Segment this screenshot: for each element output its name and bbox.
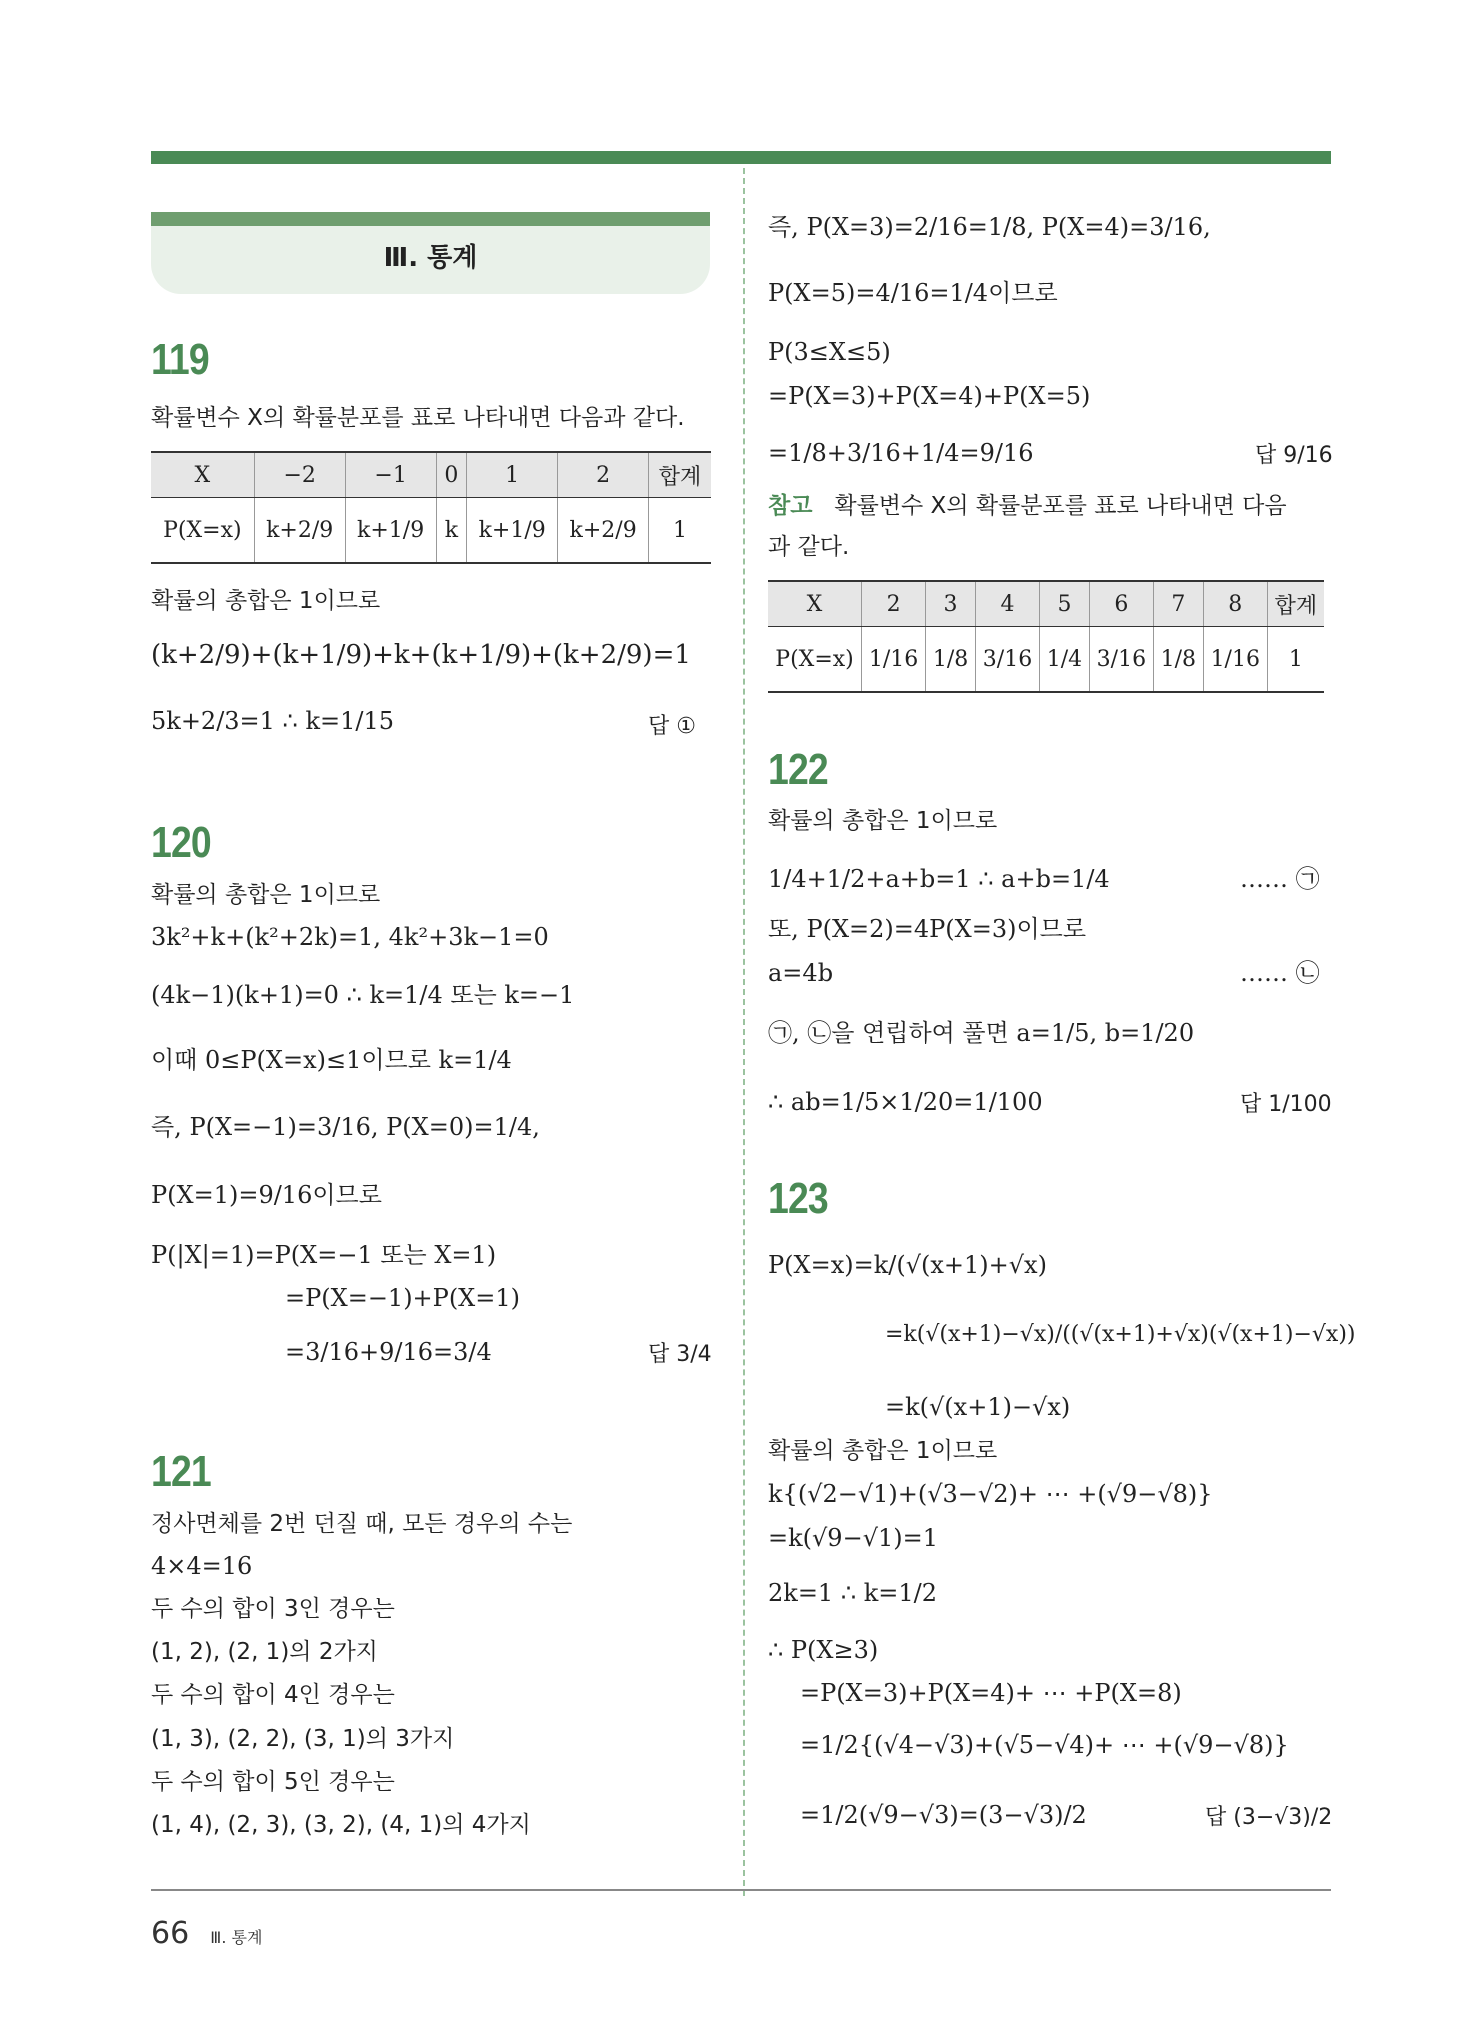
table-header-cell: 4 [975,581,1039,627]
problem-number-122: 122 [768,745,828,794]
table-header-cell: 3 [926,581,976,627]
note-label: 참고 [768,493,813,519]
p121-line: (1, 2), (2, 1)의 2가지 [151,1639,378,1665]
p123-line7: 2k=1 ∴ k=1/2 [768,1579,937,1607]
p120-answer: 답 3/4 [648,1342,712,1367]
page-number: 66 [151,1916,190,1951]
p119-line1: 확률의 총합은 1이므로 [151,588,381,614]
table-cell: k+1/9 [467,498,558,564]
p119-answer: 답 ① [648,714,696,739]
p121-answer: 답 9/16 [1255,443,1333,468]
p122-line6: ∴ ab=1/5×1/20=1/100 [768,1088,1043,1116]
p119-line2: (k+2/9)+(k+1/9)+k+(k+1/9)+(k+2/9)=1 [151,640,691,670]
table-cell: 1/4 [1040,627,1090,693]
table-header-cell: 합계 [1267,581,1324,627]
note-text: 확률변수 X의 확률분포를 표로 나타내면 다음 [834,493,1287,519]
p122-answer: 답 1/100 [1240,1092,1332,1117]
p121-cont5: =1/8+3/16+1/4=9/16 [768,439,1034,467]
p120-line8: =P(X=−1)+P(X=1) [285,1284,521,1312]
table-header-cell: 5 [1040,581,1090,627]
table-header-cell: −2 [254,452,345,498]
p123-line3: =k(√(x+1)−√x) [885,1393,1071,1421]
p123-line8: ∴ P(X≥3) [768,1636,879,1664]
footer-chapter: Ⅲ. 통계 [210,1928,263,1947]
p121-cont4: =P(X=3)+P(X=4)+P(X=5) [768,382,1091,410]
p123-line6: =k(√9−√1)=1 [768,1524,938,1552]
p121-line: 두 수의 합이 4인 경우는 [151,1682,395,1708]
table-cell: k+2/9 [254,498,345,564]
table-header-cell: 6 [1089,581,1153,627]
table-header-cell: 2 [862,581,926,627]
table-cell: k+1/9 [345,498,436,564]
p121-cont3: P(3≤X≤5) [768,338,891,366]
p121-note-line1 [768,491,1287,521]
problem-number-119: 119 [151,335,209,384]
p121-cont2: P(X=5)=4/16=1/4이므로 [768,279,1058,307]
table-cell: P(X=x) [775,646,854,672]
table-header-cell: X [768,581,862,627]
p122-line1: 확률의 총합은 1이므로 [768,808,998,834]
table-cell: 1/16 [1203,627,1267,693]
table-cell: 3/16 [1089,627,1153,693]
p122-line2: 1/4+1/2+a+b=1 ∴ a+b=1/4 [768,865,1110,893]
table-header-cell: 1 [467,452,558,498]
p122-line3: 또, P(X=2)=4P(X=3)이므로 [768,915,1087,943]
table-header-cell: 2 [558,452,649,498]
p123-answer: 답 (3−√3)/2 [1205,1805,1333,1830]
section-header [151,212,710,294]
problem-number-121: 121 [151,1447,211,1496]
p122-mark1: …… ㉠ [1240,865,1320,893]
p119-line3: 5k+2/3=1 ∴ k=1/15 [151,707,394,735]
table-cell: 1 [649,498,711,564]
p123-line2: =k(√(x+1)−√x)/((√(x+1)+√x)(√(x+1)−√x)) [885,1322,1356,1347]
p121-line: (1, 4), (2, 3), (3, 2), (4, 1)의 4가지 [151,1812,531,1838]
p122-line5: ㉠, ㉡을 연립하여 풀면 a=1/5, b=1/20 [768,1019,1195,1047]
p121-line: 4×4=16 [151,1552,253,1580]
table-cell: 3/16 [975,627,1039,693]
p121-note-line2: 과 같다. [768,534,850,560]
p119-intro: 확률변수 X의 확률분포를 표로 나타내면 다음과 같다. [151,405,685,431]
p122-mark2: …… ㉡ [1240,959,1320,987]
page-footer [151,1916,262,1951]
table-cell: 1/8 [926,627,976,693]
table-header-cell: 0 [436,452,467,498]
p120-line4: 이때 0≤P(X=x)≤1이므로 k=1/4 [151,1046,512,1074]
table-header-cell: 7 [1153,581,1203,627]
p123-line10: =1/2{(√4−√3)+(√5−√4)+ ⋯ +(√9−√8)} [800,1731,1289,1759]
table-cell: 1/16 [862,627,926,693]
table-cell: 1 [1267,627,1324,693]
p120-line7: P(|X|=1)=P(X=−1 또는 X=1) [151,1241,497,1269]
p121-line: 두 수의 합이 3인 경우는 [151,1596,395,1622]
table-cell: k+2/9 [558,498,649,564]
p123-line4: 확률의 총합은 1이므로 [768,1438,998,1464]
problem-number-120: 120 [151,818,211,867]
p121-distribution-table [768,580,1324,693]
top-color-bar [151,151,1331,164]
p122-line4: a=4b [768,959,834,987]
table-header-cell: 8 [1203,581,1267,627]
p120-line1: 확률의 총합은 1이므로 [151,882,381,908]
table-header-cell: 합계 [649,452,711,498]
table-header-cell: −1 [345,452,436,498]
problem-number-123: 123 [768,1174,828,1223]
p120-line2: 3k²+k+(k²+2k)=1, 4k²+3k−1=0 [151,923,549,951]
table-header-cell: X [151,452,254,498]
p121-line: 두 수의 합이 5인 경우는 [151,1769,395,1795]
p123-line1: P(X=x)=k/(√(x+1)+√x) [768,1251,1047,1279]
column-divider [743,168,745,1896]
p121-line: 정사면체를 2번 던질 때, 모든 경우의 수는 [151,1511,573,1537]
p120-line9: =3/16+9/16=3/4 [285,1338,492,1366]
section-title: Ⅲ. 통계 [383,243,478,273]
bottom-rule [151,1889,1331,1891]
p119-distribution-table [151,451,711,564]
p120-line6: P(X=1)=9/16이므로 [151,1181,382,1209]
p120-line5: 즉, P(X=−1)=3/16, P(X=0)=1/4, [151,1113,540,1141]
table-cell: 1/8 [1153,627,1203,693]
p123-line9: =P(X=3)+P(X=4)+ ⋯ +P(X=8) [800,1679,1182,1707]
p121-line: (1, 3), (2, 2), (3, 1)의 3가지 [151,1726,455,1752]
p121-cont1: 즉, P(X=3)=2/16=1/8, P(X=4)=3/16, [768,213,1211,241]
p123-line11: =1/2(√9−√3)=(3−√3)/2 [800,1801,1087,1829]
table-cell: P(X=x) [163,517,242,543]
p123-line5: k{(√2−√1)+(√3−√2)+ ⋯ +(√9−√8)} [768,1480,1213,1508]
table-cell: k [436,498,467,564]
p120-line3: (4k−1)(k+1)=0 ∴ k=1/4 또는 k=−1 [151,981,575,1009]
